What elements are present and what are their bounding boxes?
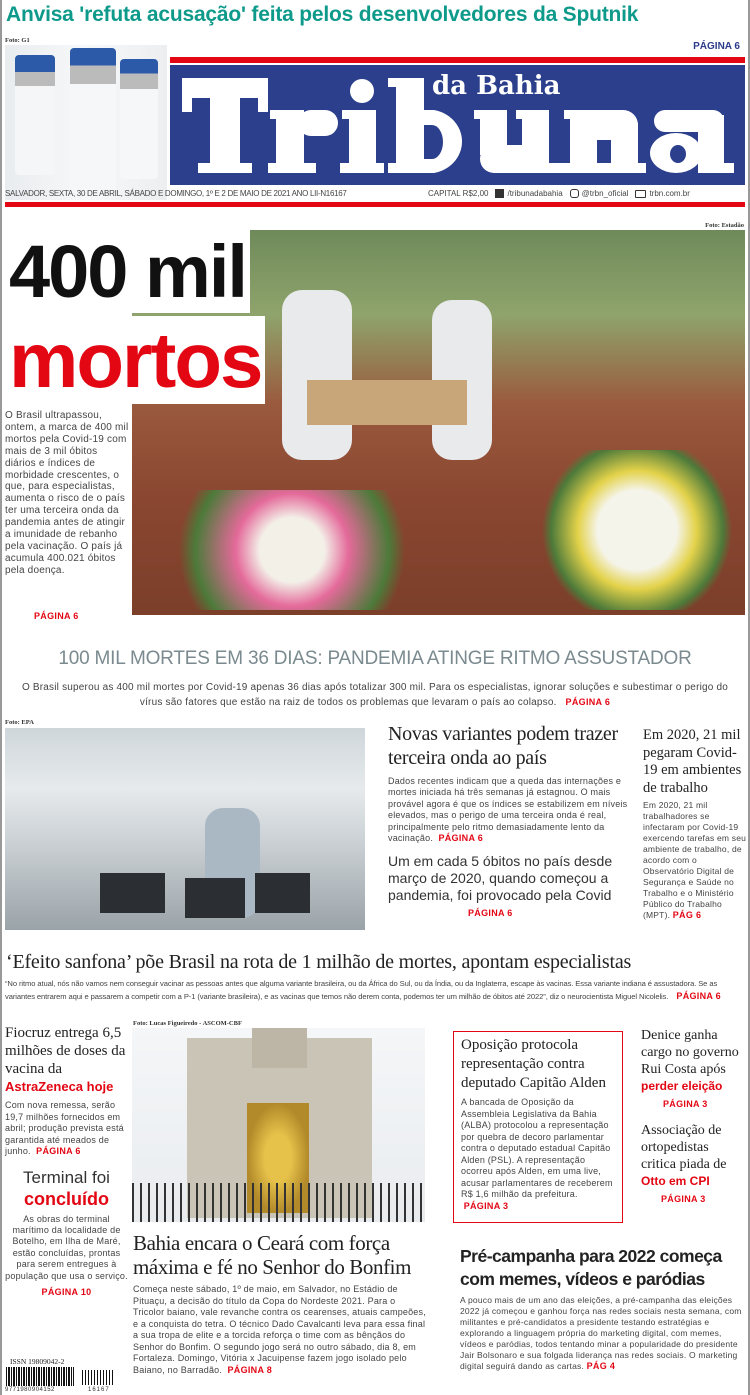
fiocruz-highlight: AstraZeneca hoje xyxy=(5,1079,114,1094)
banner-headline[interactable]: 100 MIL MORTES EM 36 DIAS: PANDEMIA ATINGE RITMO ASSUSTADOR xyxy=(58,648,692,669)
workplace-story xyxy=(643,727,747,921)
oposicao-headline[interactable]: Oposição protocola representação contra deputado Capitão Alden xyxy=(461,1037,606,1091)
masthead-subtitle: da Bahia xyxy=(432,71,561,101)
page-link[interactable]: PÁGINA 6 xyxy=(34,611,79,621)
right-briefs xyxy=(641,1027,747,1205)
denice-highlight: perder eleição xyxy=(641,1079,723,1093)
facebook-link[interactable]: /tribunadabahia xyxy=(507,189,563,198)
denice-headline[interactable] xyxy=(641,1027,747,1095)
lead-headline-line2[interactable]: mortos xyxy=(5,316,265,404)
terminal-highlight: concluído xyxy=(24,1188,109,1209)
price: CAPITAL R$2,00 xyxy=(428,189,489,198)
barcode xyxy=(6,1367,74,1386)
ortopedistas-headline-text: Associação de ortopedistas critica piada de xyxy=(641,1123,727,1172)
masthead-logo[interactable] xyxy=(170,65,745,185)
photo-credit: Foto: Lucas Figueiredo - ASCOM-CBF xyxy=(133,1020,242,1027)
hospital-photo xyxy=(5,728,365,930)
lead-headline-line1[interactable]: 400 mil xyxy=(5,230,250,313)
page-link[interactable]: PÁGINA 6 xyxy=(36,1146,81,1156)
fiocruz-headline[interactable] xyxy=(5,1024,128,1096)
photo-credit: Foto: G1 xyxy=(5,37,30,44)
variants-body xyxy=(388,776,633,844)
facebook-icon xyxy=(495,189,504,198)
page-link[interactable]: PÁGINA 3 xyxy=(463,1200,509,1211)
precampanha-headline[interactable]: Pré-campanha para 2022 começa com memes, vídeos e paródias xyxy=(460,1246,722,1289)
issue-number: 16167 xyxy=(88,1387,110,1393)
page-link[interactable]: PÁG 4 xyxy=(586,1361,616,1371)
website-link[interactable]: trbn.com.br xyxy=(649,189,690,198)
oposicao-box xyxy=(453,1031,623,1223)
fiocruz-body xyxy=(5,1100,128,1158)
oposicao-body xyxy=(461,1097,616,1212)
sanfona-body xyxy=(5,978,745,1003)
monitor-icon xyxy=(635,190,646,198)
church-trophy-photo xyxy=(132,1028,425,1222)
bahia-story xyxy=(133,1231,438,1376)
bahia-body xyxy=(133,1284,428,1376)
sanfona-text: “No ritmo atual, nós não vamos nem conseguir vacinar as pessoas antes que alguma variante brasileira, ou da África do Sul, ou da Índia, ou da Inglaterra, escape às vacinas. Essa variante indiana é assustadora. Se as variantes entrarem aqui e passarem a competir com a P-1 (variante brasileira), e as vacinas que temos não derem conta, podemos ter um milhão de óbitos até 2022”, diz o neurocientista Miguel Nicolelis. xyxy=(5,979,718,1001)
page-link[interactable]: PÁGINA 6 xyxy=(438,833,484,844)
fiocruz-headline-text: Fiocruz entrega 6,5 milhões de doses da vacina da xyxy=(5,1025,126,1077)
page-link[interactable]: PÁGINA 6 xyxy=(676,991,721,1001)
terminal-body: As obras do terminal marítimo da localidade de Botelho, em Ilha de Maré, estão concluídas, prontas para serem entregues à população que usa o serviço. xyxy=(5,1213,128,1281)
variants-headline[interactable]: Novas variantes podem trazer terceira onda ao país xyxy=(388,723,618,769)
denice-headline-text: Denice ganha cargo no governo Rui Costa após xyxy=(641,1028,739,1077)
top-headline[interactable]: Anvisa 'refuta acusação' feita pelos desenvolvedores da Sputnik xyxy=(6,3,639,26)
precampanha-story xyxy=(460,1245,745,1372)
page-link[interactable]: PÁGINA 6 xyxy=(693,41,740,52)
page-link[interactable]: PÁGINA 6 xyxy=(565,697,611,707)
issn: ISSN 19809042-2 xyxy=(10,1357,65,1366)
oposicao-text: A bancada de Oposição da Assembleia Legislativa da Bahia (ALBA) protocolou a representação por quebra de decoro parlamentar contra o deputado estadual Capitão Alden (PSL). A representação ocorreu após Alden, em uma live, acusar parlamentares de receberem R$ 1,6 milhão da prefeitura. xyxy=(461,1097,613,1199)
sputnik-vaccine-photo xyxy=(5,45,167,200)
bahia-headline[interactable]: Bahia encara o Ceará com força máxima e fé no Senhor do Bonfim xyxy=(133,1231,412,1279)
page-link[interactable]: PÁGINA 10 xyxy=(41,1286,92,1297)
variants-story xyxy=(388,722,633,919)
page-link[interactable]: PÁGINA 3 xyxy=(661,1194,706,1204)
banner-body xyxy=(10,681,740,710)
page-link[interactable]: PÁGINA 8 xyxy=(227,1364,273,1375)
left-column xyxy=(5,1024,128,1298)
variants-text: Dados recentes indicam que a queda das internações e mortes iniciada há três semanas já estagnou. O mais provável agora é que os índices se estabilizem em níveis elevados, mas o perigo de uma terceira onda é real, principalmente pelo ritmo demasiadamente lento da vacinação. xyxy=(388,776,628,844)
page-link[interactable]: PÁG 6 xyxy=(672,910,702,920)
terminal-headline[interactable]: Terminal foi xyxy=(23,1167,110,1187)
precampanha-text: A pouco mais de um ano das eleições, a pré-campanha das eleições 2022 já começou e ganhou força nas redes sociais nesta semana, com militantes e pré-candidatos a presidente testando estratégias e explorando a linguagem própria do marketing digital, com memes, vídeos e paródias, todos tentando minar a popularidade do presidente Jair Bolsonaro e sua folgada liderança nas redes sociais. O marketing digital seguirá dando as cartas. xyxy=(460,1295,742,1371)
banner-text: O Brasil superou as 400 mil mortes por Covid-19 apenas 36 dias após totalizar 300 mil. Para os especialistas, ignorar soluções e subestimar o perigo do vírus são fatores que estão na raiz de todos os problemas que levaram o país ao colapso. xyxy=(21,682,729,708)
instagram-link[interactable]: @trbn_oficial xyxy=(581,189,629,198)
workplace-body xyxy=(643,800,747,921)
lead-body: O Brasil ultrapassou, ontem, a marca de 400 mil mortos pela Covid-19 com mais de 3 mil óbitos diários e índices de morbidade crescentes, o que, para especialistas, aumenta o risco de o país ter uma terceira onda da pandemia antes de atingir a imunidade de rebanho pela vacinação. O país já acumula 400.021 óbitos pela doença. xyxy=(5,410,129,576)
barcode-number: 9771980904152 xyxy=(5,1387,55,1393)
one-in-five-headline[interactable]: Um em cada 5 óbitos no país desde março de 2020, quando começou a pandemia, foi provocado pela Covid xyxy=(388,853,613,904)
sanfona-headline[interactable]: ‘Efeito sanfona’ põe Brasil na rota de 1 milhão de mortes, apontam especialistas xyxy=(6,951,632,973)
workplace-text: Em 2020, 21 mil trabalhadores se infectaram por Covid-19 exercendo tarefas em seu ambiente de trabalho, de acordo com o Observatório Digital de Segurança e Saúde no Trabalho e o Ministério Público do Trabalho (MPT). xyxy=(643,800,747,920)
dateline: SALVADOR, SEXTA, 30 DE ABRIL, SÁBADO E DOMINGO, 1º E 2 DE MAIO DE 2021 ANO LII-N16167 xyxy=(5,189,347,198)
page-link[interactable]: PÁGINA 6 xyxy=(468,908,513,919)
bahia-text: Começa neste sábado, 1º de maio, em Salvador, no Estádio de Pituaçu, a decisão do título da Copa do Nordeste 2021. Para o Tricolor baiano, vale revanche contra os cearenses, atuais campeões, e a conquista do tetra. O técnico Dado Cavalcanti leva para essa final a sua tropa de elite e a torcida reforça o time com as bênçãos do Senhor do Bonfim. O segundo jogo será no outro sábado, dia 8, em Fortaleza. Domingo, Vitória x Jacuipense fazem jogo isolado pelo Baiano, no Barradão. xyxy=(133,1284,426,1375)
page-link[interactable]: PÁGINA 3 xyxy=(663,1099,708,1109)
workplace-headline[interactable]: Em 2020, 21 mil pegaram Covid-19 em ambientes de trabalho xyxy=(643,727,742,796)
ortopedistas-headline[interactable] xyxy=(641,1122,747,1190)
fiocruz-text: Com nova remessa, serão 19,7 milhões fornecidos em abril; produção prevista está garantida até meados de junho. xyxy=(5,1100,124,1156)
instagram-icon xyxy=(570,189,579,198)
precampanha-body xyxy=(460,1295,745,1372)
photo-credit: Foto: EPA xyxy=(5,719,34,726)
ortopedistas-highlight: Otto em CPI xyxy=(641,1174,710,1188)
photo-credit: Foto: Estadão xyxy=(705,222,744,229)
